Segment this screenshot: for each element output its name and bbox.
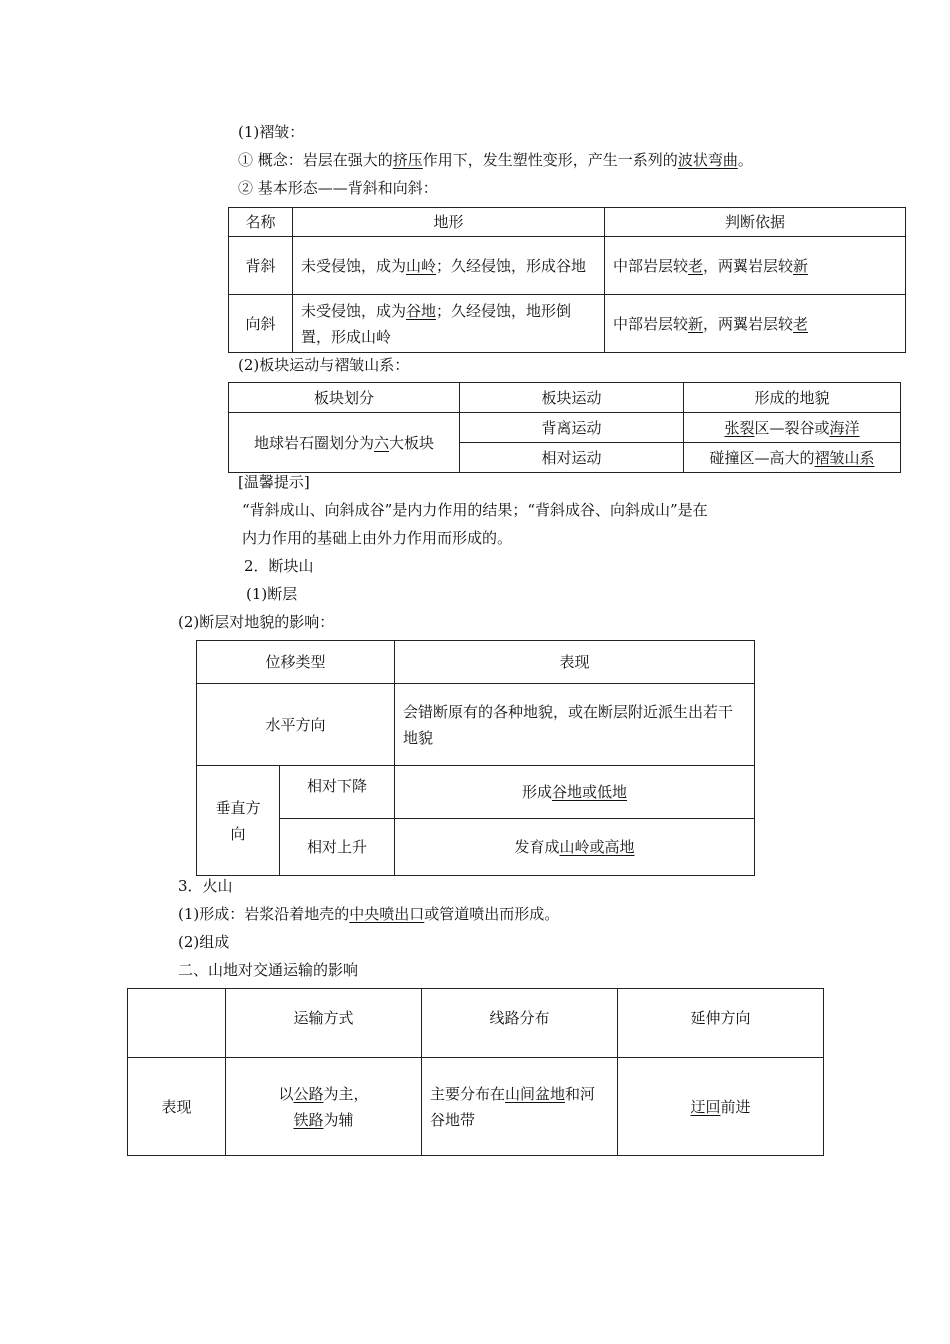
header-direction: 延伸方向 [618,989,824,1058]
syncline-basis: 中部岩层较新，两翼岩层较老 [605,295,906,353]
table-row [197,819,755,876]
table-row [197,641,755,684]
header-route: 线路分布 [422,989,618,1058]
table-row [229,208,906,237]
header-motion: 板块运动 [460,383,684,413]
header-landform: 形成的地貌 [684,383,901,413]
header-basis: 判断依据 [605,208,906,237]
plate-division: 地球岩石圈划分为六大板块 [229,413,460,473]
vertical-up-desc: 发育成山岭或高地 [395,819,755,876]
fold-concept: ① 概念：岩层在强大的挤压作用下，发生塑性变形，产生一系列的波状弯曲。 [238,151,753,169]
header-mode: 运输方式 [226,989,422,1058]
fault-title: 2．断块山 [244,557,314,575]
transport-title: 二、山地对交通运输的影响 [178,961,359,979]
vertical-down-label: 相对下降 [280,766,395,819]
table-row [229,413,901,443]
table-row [128,989,824,1058]
header-terrain: 地形 [293,208,605,237]
landform-convergent: 碰撞区—高大的褶皱山系 [684,443,901,473]
header-manifestation: 表现 [395,641,755,684]
fault-sub-2: (2)断层对地貌的影响： [178,613,335,631]
table-row [197,766,755,819]
table-row [197,684,755,766]
tip-label: [温馨提示] [238,473,310,491]
tip-line-1: “背斜成山、向斜成谷”是内力作用的结果；“背斜成谷、向斜成山”是在 [242,501,708,519]
header-empty [128,989,226,1058]
table-row [229,383,901,413]
syncline-name: 向斜 [229,295,293,353]
plate-heading: (2)板块运动与褶皱山系： [238,356,410,374]
vertical-up-label: 相对上升 [280,819,395,876]
volcano-formation: (1)形成：岩浆沿着地壳的中央喷出口或管道喷出而形成。 [178,905,560,923]
row-label: 表现 [128,1058,226,1156]
table-row [229,237,906,295]
fold-table [228,207,906,353]
fault-table [196,640,755,876]
table-row [229,295,906,353]
volcano-composition: (2)组成 [178,933,230,951]
syncline-terrain: 未受侵蚀，成为谷地；久经侵蚀，地形倒置，形成山岭 [293,295,605,353]
plate-table [228,382,901,473]
fault-sub-1: (1)断层 [246,585,298,603]
horizontal-type: 水平方向 [197,684,395,766]
motion-convergent: 相对运动 [460,443,684,473]
mode-cell: 以公路为主， 铁路为辅 [226,1058,422,1156]
header-division: 板块划分 [229,383,460,413]
anticline-name: 背斜 [229,237,293,295]
vertical-type: 垂直方向 [197,766,280,876]
fold-heading: (1)褶皱： [238,123,305,141]
header-name: 名称 [229,208,293,237]
direction-cell: 迂回前进 [618,1058,824,1156]
header-displacement: 位移类型 [197,641,395,684]
tip-line-2: 内力作用的基础上由外力作用而形成的。 [242,529,513,547]
landform-divergent: 张裂区—裂谷或海洋 [684,413,901,443]
volcano-title: 3．火山 [178,877,233,895]
fold-forms-heading: ② 基本形态——背斜和向斜： [238,179,438,197]
anticline-basis: 中部岩层较老，两翼岩层较新 [605,237,906,295]
route-cell: 主要分布在山间盆地和河谷地带 [422,1058,618,1156]
transport-table [127,988,824,1156]
motion-divergent: 背离运动 [460,413,684,443]
table-row [128,1058,824,1156]
anticline-terrain: 未受侵蚀，成为山岭；久经侵蚀，形成谷地 [293,237,605,295]
horizontal-desc: 会错断原有的各种地貌，或在断层附近派生出若干地貌 [395,684,755,766]
vertical-down-desc: 形成谷地或低地 [395,766,755,819]
